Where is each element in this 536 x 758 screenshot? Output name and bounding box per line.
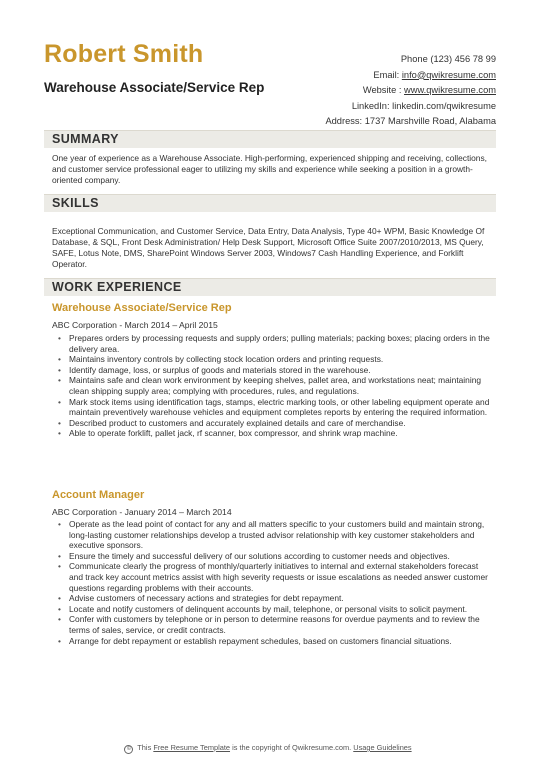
contact-phone [325, 52, 496, 68]
list-item: • Arrange for debt repayment or establish repayment schedules, based on customers financial situations. [56, 636, 492, 647]
list-item: • Able to operate forklift, pallet jack, rf scanner, box compressor, and shrink wrap machine. [56, 428, 492, 439]
list-item: • Prepares orders by processing requests and supply orders; pulling materials; packing boxes; placing orders in the delivery area. [56, 333, 492, 354]
list-item: • Communicate clearly the progress of monthly/quarterly initiatives to internal and external stakeholders forecast and track key account metrics assist with high severity requests or issue escalations as needed answer customer questions regarding problems with their accounts. [56, 561, 492, 593]
website-link[interactable]: www.qwikresume.com [404, 85, 496, 96]
contact-address [325, 114, 496, 130]
job-title: Warehouse Associate/Service Rep [52, 302, 232, 314]
footer-mid-text: is the copyright of Qwikresume.com. [232, 743, 352, 752]
free-resume-template-link[interactable]: Free Resume Template [153, 743, 231, 752]
phone-value: (123) 456 78 99 [430, 54, 496, 64]
address-label: Address: [325, 116, 363, 127]
linkedin-value: linkedin.com/qwikresume [392, 100, 496, 111]
email-label: Email: [373, 69, 400, 80]
list-item: • Locate and notify customers of delinquent accounts by mail, telephone, or personal visits to solicit payment. [56, 604, 492, 615]
address-value: 1737 Marshville Road, Alabama [364, 116, 496, 127]
list-item: • Operate as the lead point of contact for any and all matters specific to your customers build and maintain strong, long-lasting customer relationships develop a trusted advisor relationship with key customer stakeholders and executive sponsors. [56, 519, 492, 551]
footer [0, 743, 536, 754]
list-item: • Advise customers of necessary actions and strategies for debt repayment. [56, 593, 492, 604]
experience-heading: WORK EXPERIENCE [52, 280, 182, 294]
list-item: • Described product to customers and accurately explained details and care of merchandise. [56, 418, 492, 429]
summary-heading: SUMMARY [52, 132, 119, 146]
skills-section-header [44, 194, 496, 212]
list-item: • Maintains inventory controls by collecting stock location orders and printing requests. [56, 354, 492, 365]
job-company-dates: ABC Corporation - January 2014 – March 2014 [52, 507, 232, 517]
job-bullets [56, 333, 492, 439]
list-item: • Mark stock items using identification tags, stamps, electric marking tools, or other labeling equipment operate and maintain preventively warehouse vehicles and equipment completes reports by entering the required information. [56, 397, 492, 418]
skills-heading: SKILLS [52, 196, 99, 210]
skills-text: Exceptional Communication, and Customer Service, Data Entry, Data Analysis, Type 40+ WPM, Basic Knowledge Of Database, & SQL, Front Desk Administration/ Help Desk Support, Microsoft Office Suite 2007/2010/2013, MS Query, SAFE, Lotus Note, DMS, SharePoint Windows Server 2003, Windows7 Cash Handling Experience, and Forklift Operator. [52, 226, 485, 269]
experience-section-header [44, 278, 496, 296]
contact-email [325, 68, 496, 84]
summary-text: One year of experience as a Warehouse Associate. High-performing, experienced shipping and receiving, collections, and customer service professional eager to utilizing my skills and experience while seeking a position in a growth-oriented company. [52, 153, 487, 185]
job-title: Account Manager [52, 489, 145, 501]
list-item: • Identify damage, loss, or surplus of goods and materials stored in the warehouse. [56, 365, 492, 376]
email-link[interactable]: info@qwikresume.com [401, 69, 496, 80]
candidate-name: Robert Smith [44, 40, 204, 68]
contact-linkedin [325, 99, 496, 115]
job-company-dates: ABC Corporation - March 2014 – April 2015 [52, 320, 218, 330]
usage-guidelines-link[interactable]: Usage Guidelines [353, 743, 412, 752]
list-item: • Confer with customers by telephone or in person to determine reasons for overdue payments and to review the terms of sales, service, or credit contracts. [56, 614, 492, 635]
list-item: • Maintains safe and clean work environment by keeping shelves, pallet area, and workstations neat; maintaining clean shipping supply area; complying with procedures, rules, and regulations. [56, 375, 492, 396]
website-label: Website : [362, 85, 402, 96]
contact-block [325, 52, 496, 130]
job-bullets [56, 519, 492, 646]
linkedin-label: LinkedIn: [351, 100, 390, 111]
summary-section-header [44, 130, 496, 148]
candidate-title: Warehouse Associate/Service Rep [44, 80, 265, 95]
list-item: • Ensure the timely and successful delivery of our solutions according to customer needs and objectives. [56, 551, 492, 562]
contact-website [325, 83, 496, 99]
copyright-icon: © [124, 745, 133, 754]
footer-pre-text: This [137, 743, 152, 752]
phone-label: Phone [400, 54, 428, 64]
